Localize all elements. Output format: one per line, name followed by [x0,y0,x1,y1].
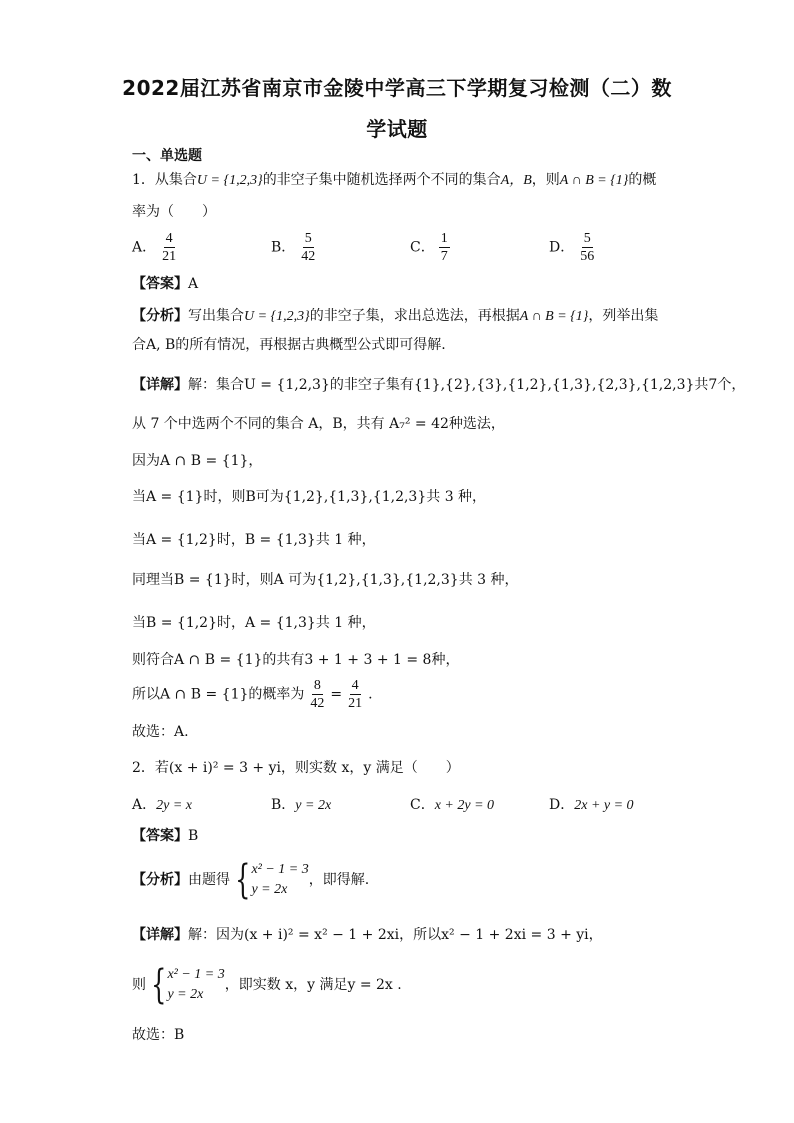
section-heading: 一、单选题 [132,148,202,164]
q1-detail-line-6: 同理当B = {1}时，则A 可为{1,2},{1,3},{1,2,3}共 3 种， [132,572,519,588]
q2-option-a [132,794,192,814]
q1-stem-c: ，则 [531,172,560,188]
q1-analysis-text-c: 的非空子集，求出总选法，再根据 [309,308,520,324]
detail-tag: 【详解】 [132,927,188,943]
q1-analysis-condition: A ∩ B = {1} [519,309,589,324]
q1-sets-ab: A，B [500,173,532,188]
q2-detail-text: 解：因为(x + i)² = x² − 1 + 2xi，所以x² − 1 + 2xi = 3 + yi， [188,927,603,943]
left-brace: { [151,962,167,1008]
q2-equation-system [230,857,309,903]
q1-analysis-text-a: 写出集合 [188,308,244,324]
page-title-line-1: 2022届江苏省南京市金陵中学高三下学期复习检测（二）数 [122,76,672,100]
q1-detail-line-5: 当A = {1,2}时，B = {1,3}共 1 种， [132,532,376,548]
q1-option-a-fraction [160,230,178,265]
q2-stem: 2．若(x + i)² = 3 + yi，则实数 x，y 满足（ ） [132,760,460,776]
q1-probability-line [132,677,373,712]
fraction-denominator: 56 [580,249,595,264]
left-brace: { [235,857,251,903]
page-title-line-2: 学试题 [366,117,428,141]
system-line-2: y = 2x [167,987,204,1002]
fraction-denominator: 7 [440,249,448,264]
q2-option-b-label: B． [271,797,296,813]
q2-option-c-label: C． [410,797,435,813]
fraction-numerator: 8 [313,678,321,693]
q1-stem-b: 的非空子集中随机选择两个不同的集合 [262,172,501,188]
q1-option-a-label: A． [132,239,157,256]
q1-analysis-text-e: ，列举出集 [588,308,659,324]
q1-option-d-label: D． [549,239,575,256]
q2-option-d [549,794,634,814]
q1-option-d-fraction [578,230,596,265]
analysis-tag: 【分析】 [132,872,188,888]
q1-set-u: U = {1,2,3} [196,173,263,188]
system-line-1: x² − 1 = 3 [251,862,309,877]
q1-detail-line-4: 当A = {1}时，则B可为{1,2},{1,3},{1,2,3}共 3 种， [132,489,487,505]
q1-choose: 故选：A. [132,724,189,740]
equals-sign: = [330,686,343,703]
q2-option-d-text: 2x + y = 0 [574,798,634,813]
q1-detail-line-7: 当B = {1,2}时，A = {1,3}共 1 种， [132,615,376,631]
system-line-1: x² − 1 = 3 [167,967,225,982]
q2-option-b-text: y = 2x [295,798,332,813]
q1-option-c-fraction [439,230,450,265]
q1-condition: A ∩ B = {1} [559,173,629,188]
fraction-denominator: 21 [348,696,363,711]
q1-option-d [549,230,600,265]
q2-option-d-label: D． [549,797,575,813]
q2-analysis-text-a: 由题得 [188,872,230,888]
q2-choose: 故选：B [132,1027,185,1043]
q2-analysis [132,857,370,903]
q2-detail-line-2 [132,962,402,1008]
q1-option-c-label: C． [410,239,435,256]
q1-probability-text: 所以A ∩ B = {1}的概率为 [132,686,305,703]
fraction-denominator: 21 [162,249,177,264]
q2-option-b [271,794,331,814]
q1-analysis-line-1 [132,306,658,327]
system-line-2: y = 2x [251,882,288,897]
period: . [368,686,373,703]
q2-option-c [410,794,494,814]
q1-detail-line-8: 则符合A ∩ B = {1}的共有3 + 1 + 3 + 1 = 8种， [132,652,460,668]
q1-option-b-fraction [299,230,317,265]
q2-answer-value: B [188,828,199,844]
q2-option-c-text: x + 2y = 0 [434,798,495,813]
q1-probability-fraction-1 [308,677,326,712]
q2-detail-equation-system [146,962,225,1008]
analysis-tag: 【分析】 [132,308,188,324]
q1-answer [132,274,198,294]
q1-answer-value: A [188,276,199,292]
q1-detail-line-2: 从 7 个中选两个不同的集合 A，B，共有 A₇² = 42种选法， [132,416,505,432]
q2-option-a-label: A． [132,797,157,813]
q1-analysis-line-2: 合A, B的所有情况，再根据古典概型公式即可得解. [132,337,446,353]
detail-tag: 【详解】 [132,377,188,393]
q2-detail-line-1 [132,925,603,945]
q1-option-c [410,230,454,265]
q1-stem-line-2: 率为（ ） [132,204,216,220]
fraction-numerator: 5 [304,231,312,246]
q1-stem-line-1 [132,170,656,191]
q1-analysis-set-u: U = {1,2,3} [244,309,310,324]
answer-tag: 【答案】 [132,828,188,844]
q1-probability-fraction-2 [346,677,364,712]
q1-option-b-label: B． [271,239,296,256]
fraction-numerator: 1 [440,231,448,246]
q2-answer [132,826,198,846]
fraction-numerator: 5 [583,231,591,246]
q2-analysis-text-b: ，即得解. [308,872,370,888]
answer-tag: 【答案】 [132,276,188,292]
q2-detail-text-a: 则 [132,977,146,993]
q1-detail-line-3: 因为A ∩ B = {1}， [132,453,263,469]
q1-stem-d: 的概 [628,172,657,188]
q1-detail-text: 解：集合U = {1,2,3}的非空子集有{1},{2},{3},{1,2},{1,3},{2,3},{1,2,3}共7个， [188,377,746,393]
q1-option-b [271,230,321,265]
q1-detail-line-1 [132,375,745,395]
q2-detail-text-b: ，即实数 x，y 满足y = 2x . [224,977,402,993]
q2-option-a-text: 2y = x [156,798,192,813]
fraction-denominator: 42 [310,696,325,711]
fraction-denominator: 42 [301,249,316,264]
fraction-numerator: 4 [351,678,359,693]
fraction-numerator: 4 [165,231,173,246]
q1-option-a [132,230,182,265]
q1-stem-a: 1．从集合 [132,172,197,188]
